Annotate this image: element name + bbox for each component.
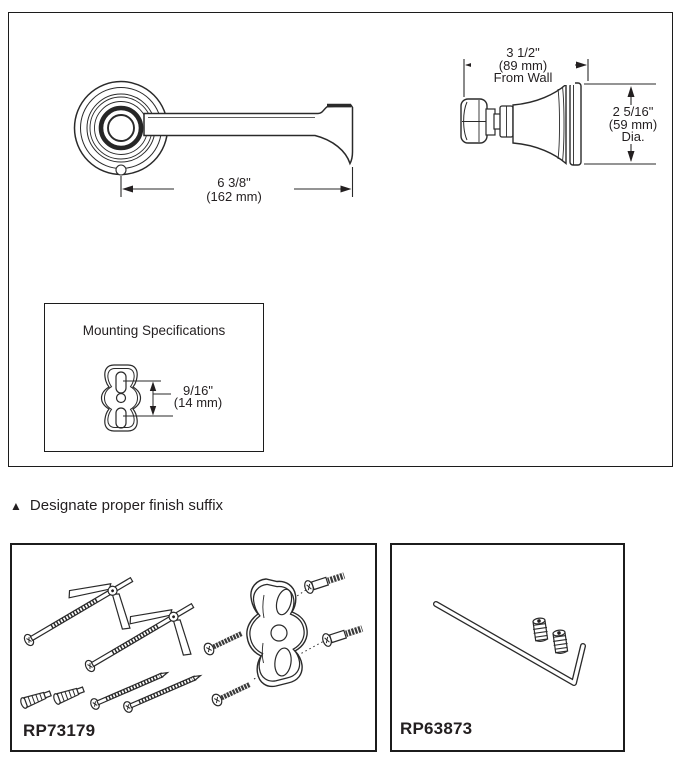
length-dimension-text: 6 3/8" (162 mm) — [174, 176, 294, 203]
mounting-specifications-box — [44, 303, 264, 452]
mounting-hardware-kit-drawing — [12, 545, 375, 750]
set-screw-fitting-icon — [303, 569, 346, 594]
toggle-bolt-icon — [75, 587, 213, 704]
set-screw-icon — [532, 617, 549, 642]
finish-suffix-note-text: Designate proper finish suffix — [29, 497, 224, 514]
dimension-panel — [8, 12, 673, 467]
finish-suffix-note — [10, 497, 223, 514]
machine-screw-icon — [210, 679, 252, 707]
wall-anchor-icon — [19, 688, 52, 709]
toilet-paper-holder-front-view-icon — [75, 82, 353, 176]
triangle-marker-icon: ▲ — [10, 498, 22, 513]
set-screw-icon — [552, 629, 569, 654]
slot-spacing-dimension-text: 9/16" (14 mm) — [173, 383, 223, 410]
diameter-dimension-text: 2 5/16" (59 mm) Dia. — [595, 106, 671, 144]
machine-screw-icon — [202, 628, 244, 656]
wall-post-side-view-icon — [461, 83, 581, 165]
mounting-specifications-title: Mounting Specifications — [82, 323, 226, 338]
mounting-bracket-icon — [45, 304, 262, 450]
set-screw-fitting-icon — [321, 622, 364, 647]
part-number-label: RP73179 — [23, 721, 96, 740]
part-number-label: RP63873 — [400, 719, 473, 738]
wall-anchor-icon — [52, 684, 85, 705]
from-wall-dimension-text: 3 1/2" (89 mm) From Wall — [471, 47, 575, 85]
replacement-part-box-rp63873 — [390, 543, 625, 752]
replacement-part-box-rp73179 — [10, 543, 377, 752]
